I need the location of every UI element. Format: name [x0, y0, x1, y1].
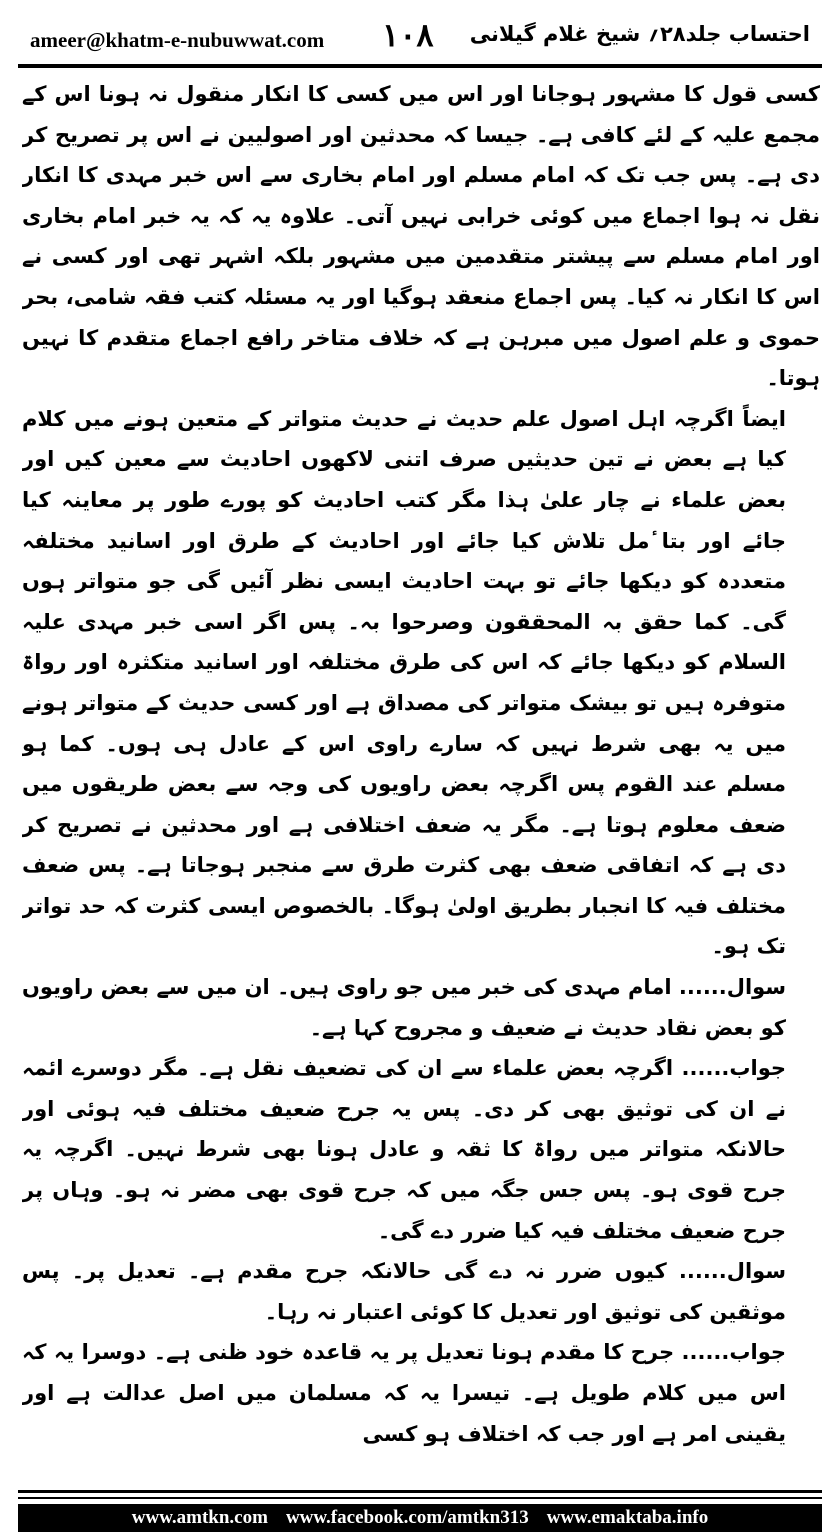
page-footer [18, 1504, 822, 1532]
question-2: سوال...... کیوں ضرر نہ دے گی حالانکہ جرح مقدم ہے۔ تعدیل پر۔ پس موثقین کی توثیق اور تعدیل کا کوئی اعتبار نہ رہا۔ [22, 1259, 786, 1324]
question-1: سوال...... امام مہدی کی خبر میں جو راوی ہیں۔ ان میں سے بعض راویوں کو بعض نقاد حدیث نے ضعیف و مجروح کہا ہے۔ [22, 975, 786, 1040]
book-title: احتساب جلد۲۸؍ شیخ غلام گیلانی [469, 22, 810, 46]
footer-link-amtkn[interactable]: www.amtkn.com [131, 1507, 268, 1528]
header-email[interactable]: ameer@khatm-e-nubuwwat.com [30, 28, 325, 52]
footer-divider [18, 1490, 822, 1493]
header-divider [18, 64, 822, 68]
footer-divider-thin [18, 1497, 822, 1499]
page-body [22, 74, 820, 1472]
paragraph-1: کسی قول کا مشہور ہوجانا اور اس میں کسی کا انکار منقول نہ ہونا اس کے مجمع علیہ کے لئے کافی ہے۔ جیسا کہ محدثین اور اصولیین نے اس پر تصریح کر دی ہے۔ پس جب تک کہ امام مسلم اور امام بخاری سے اس خبر مہدی کا انکار نقل نہ ہوا اجماع میں کوئی خرابی نہیں آتی۔ علاوہ یہ کہ یہ خبر امام بخاری اور امام مسلم سے پیشتر متقدمین میں مشہور بلکہ اشہر تھی اور کسی نے اس کا انکار نہ کیا۔ پس اجماع منعقد ہوگیا اور یہ مسئلہ کتب فقہ شامی، بحر حموی و علم اصول میں مبرہن ہے کہ خلاف متاخر رافع اجماع متقدم کا نہیں ہوتا۔ [22, 82, 820, 391]
page-number: ۱۰۸ [382, 16, 434, 54]
page-header [20, 12, 820, 60]
paragraph-2: ایضاً اگرچہ اہل اصول علم حدیث نے حدیث متواتر کے متعین ہونے میں کلام کیا ہے بعض نے تین حدیثیں صرف اتنی لاکھوں احادیث سے معین کیں اور بعض علماء نے چار علیٰ ہذا مگر کتب احادیث کو پورے طور پر معاینہ کیا جائے اور بتا ٔمل تلاش کیا جائے اور احادیث کے طرق اور اسانید مختلفہ متعددہ کو دیکھا جائے تو بہت احادیث ایسی نظر آئیں گی جو متواتر ہوں گی۔ کما حقق بہ المحققون وصرحوا بہ۔ پس اگر اسی خبر مہدی علیہ السلام کو دیکھا جائے کہ اس کی طرق مختلفہ اور اسانید متکثرہ اور رواۃ متوفرہ ہیں تو بیشک متواتر کی مصداق ہے اور کسی حدیث کے متواتر ہونے میں یہ بھی شرط نہیں کہ سارے راوی اس کے عادل ہی ہوں۔ کما ہو مسلم عند القوم پس اگرچہ بعض راویوں کی وجہ سے بعض طریقوں میں ضعف معلوم ہوتا ہے۔ مگر یہ ضعف اختلافی ہے اور محدثین نے تصریح کر دی ہے کہ اتفاقی ضعف بھی کثرت طرق سے منجبر ہوجاتا ہے۔ پس ضعف مختلف فیہ کا انجبار بطریق اولیٰ ہوگا۔ بالخصوص ایسی کثرت کہ حد تواتر تک ہو۔ [22, 406, 786, 959]
footer-link-emaktaba[interactable]: www.emaktaba.info [546, 1507, 709, 1528]
answer-1: جواب...... اگرچہ بعض علماء سے ان کی تضعیف نقل ہے۔ مگر دوسرے ائمہ نے ان کی توثیق بھی کر دی۔ پس یہ جرح ضعیف مختلف فیہ ہوئی اور حالانکہ متواتر میں رواۃ کا ثقہ و عادل ہونا بھی شرط نہیں۔ اگرچہ یہ جرح قوی ہو۔ پس جس جگہ میں کہ جرح قوی بھی مضر نہ ہو۔ وہاں پر جرح ضعیف مختلف فیہ کیا ضرر دے گی۔ [22, 1056, 786, 1243]
footer-link-facebook[interactable]: www.facebook.com/amtkn313 [285, 1507, 529, 1528]
answer-2: جواب...... جرح کا مقدم ہونا تعدیل پر یہ قاعدہ خود ظنی ہے۔ دوسرا یہ کہ اس میں کلام طویل ہے۔ تیسرا یہ کہ مسلمان میں اصل عدالت ہے اور یقینی امر ہے اور جب کہ اختلاف ہو کسی [22, 1340, 786, 1446]
